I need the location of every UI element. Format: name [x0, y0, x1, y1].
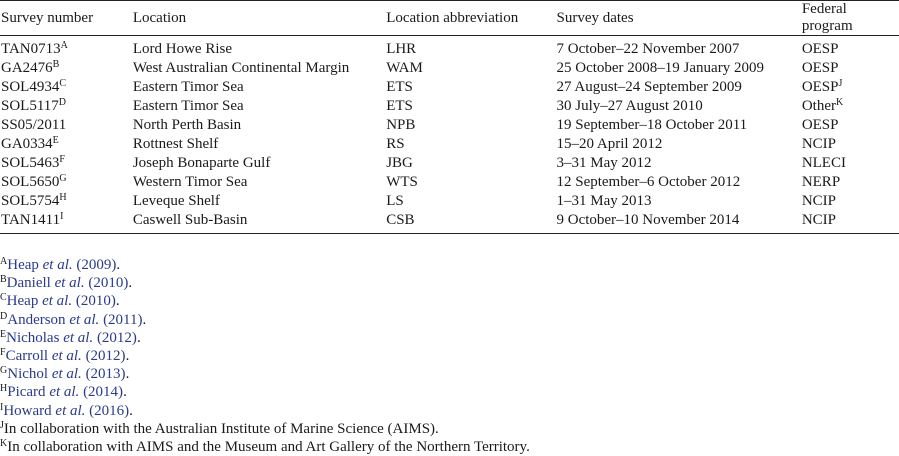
survey-number-cell-text: TAN0713	[1, 41, 61, 57]
citation-author: Howard	[3, 402, 52, 419]
survey-dates-cell	[555, 192, 800, 211]
citation-period: .	[136, 329, 141, 346]
footnote-marker: E	[52, 135, 59, 146]
footnote-mark: G	[0, 365, 8, 377]
citation-year: (2011)	[103, 311, 143, 328]
footnote-marker: J	[838, 78, 843, 89]
citation-period: .	[116, 257, 121, 273]
footnote-mark: F	[0, 347, 6, 359]
citation-etal: et al.	[54, 275, 85, 292]
federal-program-cell	[801, 36, 899, 60]
footnote-marker: G	[59, 173, 67, 184]
survey-dates-cell-text: 30 July–27 August 2010	[556, 98, 703, 114]
location-cell	[132, 192, 385, 211]
location-abbreviation-cell-text: NPB	[386, 117, 416, 133]
footnote-mark: E	[0, 328, 7, 340]
location-cell	[132, 211, 385, 234]
location-cell	[132, 173, 385, 192]
federal-program-cell	[801, 116, 899, 135]
table-header-row	[0, 1, 899, 36]
survey-number-cell	[0, 36, 132, 60]
location-abbreviation-cell	[385, 97, 555, 116]
footnote-reference	[0, 329, 530, 347]
survey-number-cell-text: SS05/2011	[1, 117, 67, 133]
citation-link[interactable]	[6, 330, 137, 346]
citation-author: Nichol	[7, 366, 49, 383]
citation-etal: et al.	[49, 384, 80, 401]
header-federal-program: Federal program	[801, 1, 899, 36]
survey-dates-cell-text: 12 September–6 October 2012	[556, 174, 741, 190]
citation-etal: et al.	[51, 366, 82, 383]
header-location: Location	[132, 1, 385, 36]
citation-etal: et al.	[69, 311, 100, 328]
footnote-mark: D	[0, 310, 8, 322]
table-row	[0, 116, 899, 135]
table-row	[0, 36, 899, 60]
citation-year: (2016)	[89, 402, 130, 419]
header-location-abbreviation: Location abbreviation	[385, 1, 555, 36]
footnote-mark: J	[0, 419, 4, 431]
table-row	[0, 154, 899, 173]
footnote-body: In collaboration with AIMS and the Museum and Art Gallery of the Northern Territory.	[7, 439, 530, 456]
location-abbreviation-cell	[385, 192, 555, 211]
citation-link[interactable]	[3, 403, 129, 419]
table-row	[0, 173, 899, 192]
federal-program-cell-text: OESP	[801, 79, 839, 95]
federal-program-cell	[801, 97, 899, 116]
footnote-text	[0, 438, 530, 456]
location-abbreviation-cell	[385, 59, 555, 78]
footnote-mark: B	[0, 274, 7, 286]
federal-program-cell	[801, 192, 899, 211]
footnote-reference	[0, 274, 530, 292]
citation-link[interactable]	[7, 257, 116, 273]
location-abbreviation-cell-text: WAM	[386, 60, 423, 76]
survey-dates-cell	[555, 135, 800, 154]
survey-dates-cell	[555, 59, 800, 78]
location-abbreviation-cell-text: LS	[386, 193, 404, 209]
survey-number-cell	[0, 173, 132, 192]
citation-author: Picard	[7, 384, 46, 401]
location-abbreviation-cell	[385, 135, 555, 154]
citation-etal: et al.	[51, 348, 82, 365]
footnote-reference	[0, 402, 530, 420]
location-abbreviation-cell-text: JBG	[386, 155, 413, 171]
citation-year: (2010)	[88, 275, 129, 292]
citation-link[interactable]	[7, 293, 116, 309]
citation-year: (2010)	[75, 293, 116, 310]
federal-program-cell	[801, 173, 899, 192]
footnote-reference	[0, 383, 530, 401]
citation-link[interactable]	[7, 275, 129, 291]
citation-author: Heap	[6, 293, 39, 310]
survey-dates-cell	[555, 97, 800, 116]
citation-link[interactable]	[7, 312, 142, 328]
citation-etal: et al.	[55, 402, 86, 419]
citation-etal: et al.	[63, 329, 94, 346]
footnote-body: In collaboration with the Australian Institute of Marine Science (AIMS).	[3, 420, 439, 437]
footnote-reference	[0, 347, 530, 365]
footnote-reference	[0, 311, 530, 329]
location-abbreviation-cell	[385, 154, 555, 173]
survey-dates-cell-text: 9 October–10 November 2014	[556, 212, 740, 228]
location-cell-text: Western Timor Sea	[132, 174, 248, 190]
survey-dates-cell-text: 15–20 April 2012	[556, 136, 663, 152]
location-cell	[132, 135, 385, 154]
location-abbreviation-cell	[385, 116, 555, 135]
survey-dates-cell	[555, 173, 800, 192]
location-abbreviation-cell-text: WTS	[386, 174, 418, 190]
citation-period: .	[125, 348, 130, 365]
footnote-marker: C	[59, 78, 67, 89]
location-cell-text: North Perth Basin	[132, 117, 242, 133]
survey-dates-cell	[555, 78, 800, 97]
survey-dates-cell-text: 1–31 May 2013	[556, 193, 652, 209]
table-body	[0, 36, 899, 234]
federal-program-cell	[801, 78, 899, 97]
citation-link[interactable]	[6, 348, 126, 364]
citation-author: Daniell	[6, 275, 51, 292]
header-survey-dates: Survey dates	[555, 1, 800, 36]
citation-period: .	[125, 366, 130, 383]
footnote-marker: I	[60, 211, 64, 222]
citation-period: .	[123, 384, 127, 401]
survey-number-cell	[0, 192, 132, 211]
survey-number-cell-text: SOL5650	[1, 174, 60, 190]
location-cell-text: Rottnest Shelf	[132, 136, 219, 152]
table-row	[0, 211, 899, 234]
location-abbreviation-cell	[385, 36, 555, 60]
location-cell	[132, 78, 385, 97]
citation-link[interactable]	[7, 366, 125, 382]
table-row	[0, 97, 899, 116]
survey-number-cell-text: SOL5463	[1, 155, 60, 171]
location-cell-text: Caswell Sub-Basin	[132, 212, 248, 228]
survey-dates-cell	[555, 116, 800, 135]
federal-program-cell	[801, 59, 899, 78]
footnotes	[0, 256, 530, 456]
citation-etal: et al.	[42, 293, 73, 310]
federal-program-cell-text: NERP	[801, 174, 841, 190]
location-abbreviation-cell-text: ETS	[386, 98, 413, 114]
federal-program-cell-text: NCIP	[801, 212, 836, 228]
survey-number-cell	[0, 78, 132, 97]
location-abbreviation-cell-text: ETS	[386, 79, 413, 95]
location-cell-text: Eastern Timor Sea	[132, 98, 244, 114]
citation-year: (2013)	[85, 366, 126, 383]
location-cell	[132, 154, 385, 173]
location-cell-text: West Australian Continental Margin	[132, 60, 350, 76]
footnote-reference	[0, 365, 530, 383]
header-survey-number: Survey number	[0, 1, 132, 36]
survey-number-cell-text: SOL5754	[1, 193, 60, 209]
footnote-mark: K	[0, 438, 8, 450]
federal-program-cell	[801, 135, 899, 154]
federal-program-cell-text: OESP	[801, 60, 839, 76]
location-abbreviation-cell-text: RS	[386, 136, 405, 152]
location-cell	[132, 59, 385, 78]
survey-dates-cell-text: 19 September–18 October 2011	[556, 117, 748, 133]
footnote-reference	[0, 256, 530, 274]
location-cell-text: Eastern Timor Sea	[132, 79, 244, 95]
survey-number-cell-text: SOL4934	[1, 79, 60, 95]
survey-dates-cell-text: 27 August–24 September 2009	[556, 79, 742, 95]
survey-number-cell-text: GA2476	[1, 60, 53, 76]
location-abbreviation-cell-text: CSB	[386, 212, 415, 228]
survey-dates-cell	[555, 154, 800, 173]
citation-period: .	[128, 275, 133, 292]
citation-author: Nicholas	[6, 329, 60, 346]
citation-author: Anderson	[7, 311, 66, 328]
citation-period: .	[142, 311, 147, 328]
location-cell-text: Leveque Shelf	[132, 193, 220, 209]
citation-period: .	[115, 293, 120, 310]
federal-program-cell-text: NLECI	[801, 155, 846, 171]
citation-author: Carroll	[5, 348, 49, 365]
location-abbreviation-cell	[385, 173, 555, 192]
survey-number-cell-text: SOL5117	[1, 98, 59, 114]
table-row	[0, 78, 899, 97]
survey-number-cell-text: TAN1411	[1, 212, 61, 228]
location-abbreviation-cell	[385, 211, 555, 234]
survey-dates-cell-text: 7 October–22 November 2007	[556, 41, 740, 57]
citation-link[interactable]	[7, 384, 123, 400]
footnote-text	[0, 420, 530, 438]
table-row	[0, 135, 899, 154]
footnote-mark: H	[0, 383, 8, 395]
table-row	[0, 192, 899, 211]
location-cell	[132, 116, 385, 135]
survey-number-cell	[0, 135, 132, 154]
location-abbreviation-cell-text: LHR	[386, 41, 417, 57]
location-cell-text: Joseph Bonaparte Gulf	[132, 155, 271, 171]
location-cell	[132, 36, 385, 60]
survey-dates-cell-text: 25 October 2008–19 January 2009	[556, 60, 764, 76]
survey-number-cell-text: GA0334	[1, 136, 53, 152]
federal-program-cell-text: Other	[801, 98, 836, 114]
footnote-marker: K	[835, 97, 844, 108]
location-cell-text: Lord Howe Rise	[132, 41, 232, 57]
survey-dates-cell	[555, 36, 800, 60]
survey-number-cell	[0, 116, 132, 135]
citation-year: (2014)	[83, 384, 124, 401]
footnote-marker: H	[59, 192, 67, 203]
location-cell	[132, 97, 385, 116]
survey-dates-cell-text: 3–31 May 2012	[556, 155, 652, 171]
location-abbreviation-cell	[385, 78, 555, 97]
footnote-marker: F	[59, 154, 65, 165]
footnote-reference	[0, 292, 530, 310]
table-row	[0, 59, 899, 78]
citation-year: (2012)	[85, 348, 126, 365]
footnote-marker: A	[60, 40, 68, 51]
federal-program-cell-text: OESP	[801, 117, 839, 133]
survey-number-cell	[0, 211, 132, 234]
citation-period: .	[129, 402, 133, 419]
citation-etal: et al.	[42, 257, 73, 273]
footnote-marker: D	[58, 97, 67, 108]
federal-program-cell-text: NCIP	[801, 136, 836, 152]
survey-number-cell	[0, 59, 132, 78]
federal-program-cell	[801, 154, 899, 173]
citation-author: Heap	[7, 257, 39, 273]
survey-number-cell	[0, 97, 132, 116]
survey-dates-cell	[555, 211, 800, 234]
survey-number-cell	[0, 154, 132, 173]
footnote-mark: A	[0, 256, 8, 267]
footnote-marker: B	[52, 59, 60, 70]
citation-year: (2012)	[96, 329, 137, 346]
federal-program-cell-text: NCIP	[801, 193, 836, 209]
federal-program-cell-text: OESP	[801, 41, 839, 57]
footnote-mark: I	[0, 401, 4, 413]
citation-year: (2009)	[76, 257, 117, 273]
federal-program-cell	[801, 211, 899, 234]
footnote-mark: C	[0, 292, 7, 304]
